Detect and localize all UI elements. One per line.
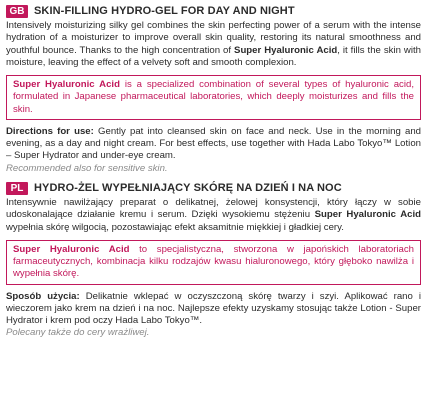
pl-intro-ingredient: Super Hyaluronic Acid: [314, 209, 421, 221]
gb-box-text: is a specialized combination of several types of hyaluronic acid, formulated in Japanese pharmaceutical laboratories, which deeply moisturizes and fills the skin.: [13, 79, 414, 115]
pl-language-badge: PL: [6, 182, 28, 195]
pl-directions-text: Delikatnie wklepać w oczyszczoną skórę twarzy i szyi. Aplikować rano i wieczorem jako krem na dzień i na noc. Najlepsze efekty uzyskamy stosując także Lotion - Super Hydrator i krem pod oczy Hada Labo Tokyo™.: [6, 290, 421, 327]
gb-language-badge: GB: [6, 5, 28, 18]
pl-intro-paragraph: [6, 197, 421, 234]
gb-directions: [6, 126, 421, 175]
pl-intro-text: Intensywnie nawilżający preparat o delikatnej, żelowej konsystencji, który łączy w sobie udoskonalające działanie kremu i serum. Dzięki wysokiemu stężeniu: [6, 197, 421, 221]
pl-box-ingredient: Super Hyaluronic Acid: [13, 243, 130, 255]
pl-directions-label: Sposób użycia:: [6, 290, 80, 302]
pl-box-text: to specjalistyczna, stworzona w japońskich laboratoriach farmaceutycznych, kombinacja kilku rodzajów kwasu hialuronowego, który głęboko nawilża i wypełnia skórę.: [13, 243, 414, 280]
pl-directions: [6, 291, 421, 340]
gb-intro-ingredient: Super Hyaluronic Acid: [234, 44, 338, 56]
gb-section-header: [6, 4, 421, 18]
gb-intro-paragraph: [6, 20, 421, 69]
gb-box-ingredient: Super Hyaluronic Acid: [13, 79, 120, 91]
gb-directions-text: Gently pat into cleansed skin on face and neck. Use in the morning and evening, as a day and night cream. For best effects, use together with Hada Labo Tokyo™ Lotion – Super Hydrator and under-eye cream.: [6, 125, 421, 162]
pl-sensitive-note: Polecany także do cery wrażliwej.: [6, 327, 150, 339]
gb-section-title: SKIN-FILLING HYDRO-GEL FOR DAY AND NIGHT: [34, 5, 295, 17]
gb-directions-label: Directions for use:: [6, 125, 94, 137]
pl-section-header: [6, 181, 421, 195]
pl-section-title: HYDRO-ŻEL WYPEŁNIAJĄCY SKÓRĘ NA DZIEŃ I NA NOC: [34, 182, 342, 194]
pl-intro-text-end: wypełnia skórę wilgocią, pozostawiając efekt aksamitnie miękkiej i gładkiej cery.: [6, 221, 344, 233]
pl-ingredient-box: [6, 240, 421, 285]
gb-sensitive-note: Recommended also for sensitive skin.: [6, 162, 168, 174]
gb-ingredient-box: [6, 75, 421, 120]
gb-intro-text-end: , it fills the skin with moisture, leaving the effect of a velvety soft and smooth complexion.: [6, 44, 421, 68]
gb-intro-text: Intensively moisturizing silky gel combines the skin perfecting power of a serum with the intense hydration of a moisturizer to improve overall skin quality, restoring its natural smoothness and youthful bounce. Thanks to the high concentration of: [6, 20, 421, 56]
